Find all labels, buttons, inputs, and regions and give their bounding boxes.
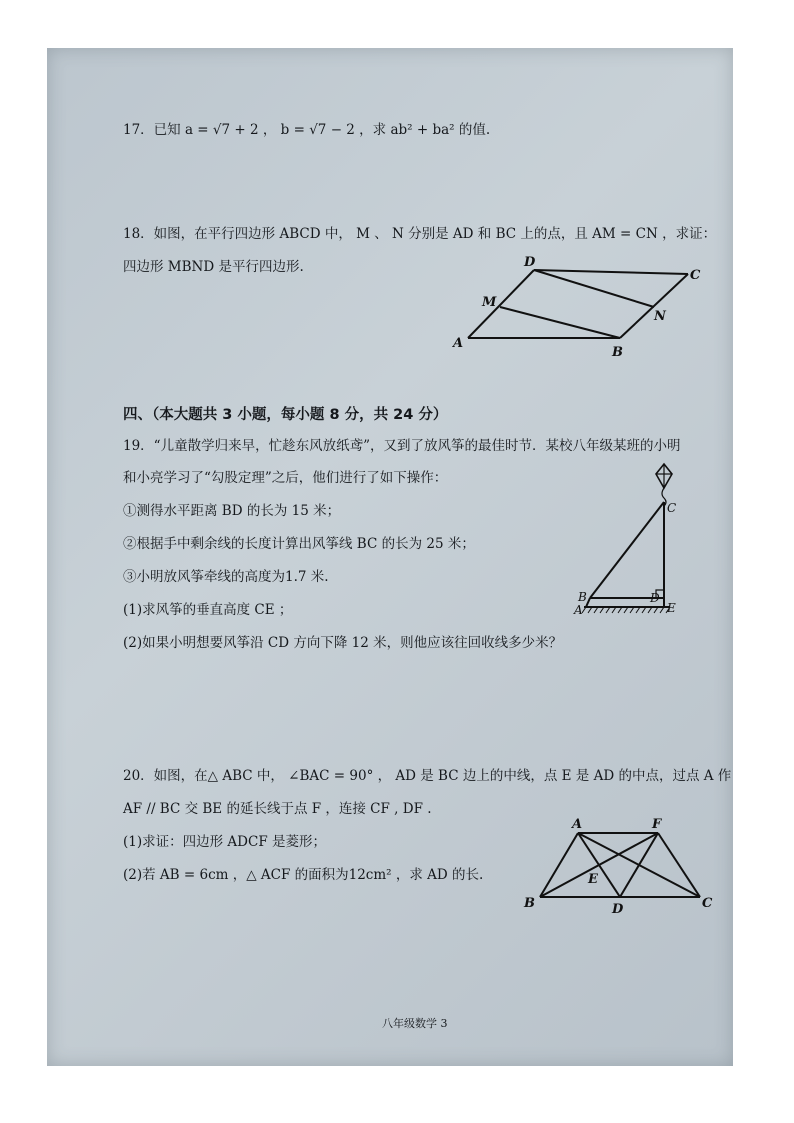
q19-part1: (1)求风筝的垂直高度 CE ； [123,602,293,618]
kite-figure [574,462,684,622]
q17-text: 17．已知 a = √7 + 2 ， b = √7 − 2 ，求 ab² + ba² 的值. [123,122,491,138]
q19-part2: (2)如果小明想要风筝沿 CD 方向下降 12 米，则他应该往回收线多少米？ [123,635,563,651]
label-c: C [667,501,677,515]
q18-line2: 四边形 MBND 是平行四边形. [123,259,304,275]
q19-step1: ①测得水平距离 BD 的长为 15 米； [123,503,341,519]
label-c: C [702,896,713,911]
label-b: B [524,896,535,911]
label-e: E [667,601,676,615]
q20-line1: 20．如图，在△ ABC 中， ∠BAC = 90° ， AD 是 BC 边上的中线，点 E 是 AD 的中点，过点 A 作 [123,768,732,784]
section-4-heading: 四、（本大题共 3 小题，每小题 8 分，共 24 分） [123,407,448,423]
rhombus-figure [520,815,720,915]
label-d: D [650,591,660,605]
segment-mb [500,307,620,338]
label-b: B [578,590,587,604]
label-f: F [652,817,662,832]
page-footer: 八年级数学 3 [382,1017,448,1030]
side-cd [534,270,688,274]
label-e: E [588,872,598,887]
label-n: N [654,309,666,324]
label-c: C [690,268,701,283]
q19-line1: 19．“儿童散学归来早，忙趁东风放纸鸢”，又到了放风筝的最佳时节．某校八年级某班的小明 [123,438,681,454]
line-bc [590,502,664,598]
q20-line2: AF // BC 交 BE 的延长线于点 F ，连接 CF , DF . [123,801,432,817]
q18-line1: 18．如图，在平行四边形 ABCD 中， M 、 N 分别是 AD 和 BC 上的点，且 AM = CN ，求证： [123,226,717,242]
q19-step2: ②根据手中剩余线的长度计算出风筝线 BC 的长为 25 米； [123,536,475,552]
label-b: B [612,345,623,360]
q19-step3: ③小明放风筝牵线的高度为1.7 米. [123,569,329,585]
label-m: M [482,295,497,310]
label-a: A [453,336,464,351]
label-d: D [524,255,536,270]
side-da [468,270,534,338]
q19-line2: 和小亮学习了“勾股定理”之后，他们进行了如下操作： [123,470,448,486]
label-a: A [574,603,583,617]
q20-part2: (2)若 AB = 6cm ，△ ACF 的面积为12cm² ，求 AD 的长. [123,867,484,883]
line-fc [658,833,700,897]
segment-dn [534,270,654,307]
parallelogram-figure [450,254,710,359]
label-d: D [612,902,624,917]
q20-part1: (1)求证：四边形 ADCF 是菱形； [123,834,326,850]
label-a: A [572,817,583,832]
